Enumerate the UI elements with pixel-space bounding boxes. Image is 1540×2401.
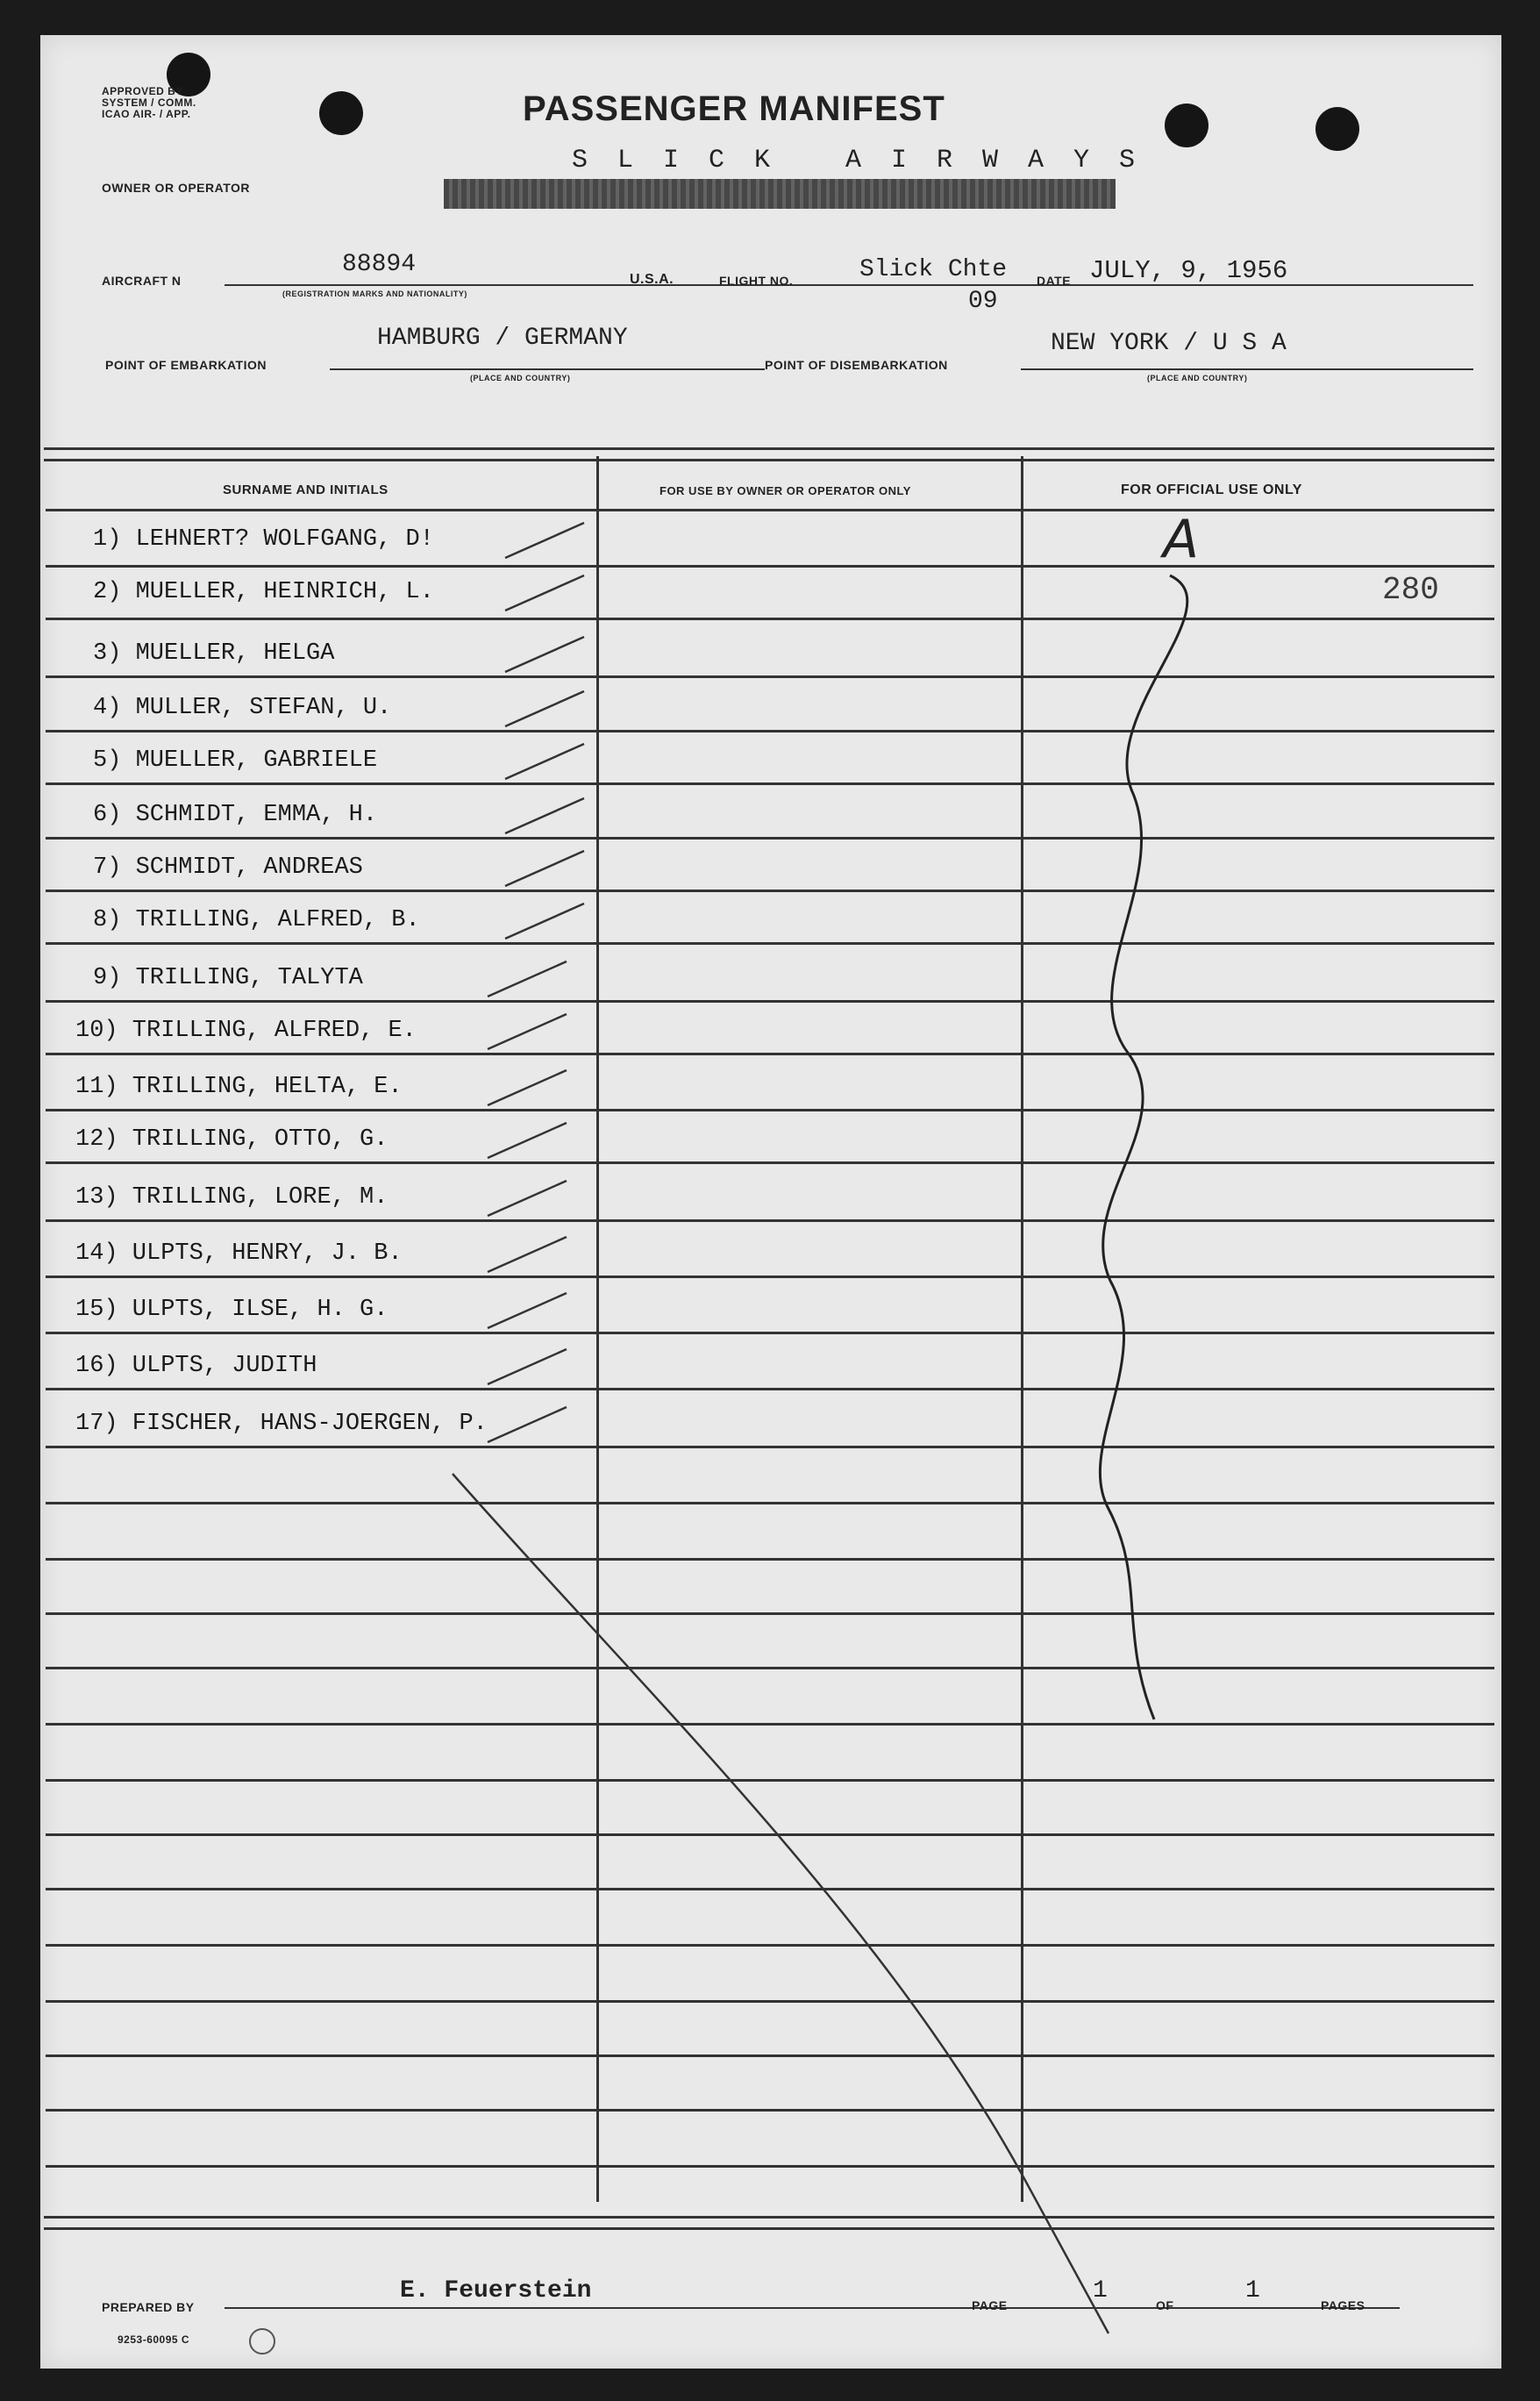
manifest-sheet	[40, 35, 1501, 2369]
of-label: OF	[1156, 2298, 1174, 2312]
flight-label: FLIGHT NO.	[719, 274, 794, 288]
page-number: 1	[1093, 2277, 1108, 2305]
check-mark	[505, 904, 584, 939]
check-mark	[488, 1293, 567, 1328]
table-bottom-rule	[44, 2216, 1494, 2230]
footer-line	[225, 2307, 1400, 2309]
embarkation-label: POINT OF EMBARKATION	[105, 358, 267, 372]
check-mark	[488, 1349, 567, 1384]
prepared-by-value: E. Feuerstein	[400, 2277, 592, 2305]
passenger-row: 6) SCHMIDT, EMMA, H.	[93, 802, 378, 828]
column-header-owner: FOR USE BY OWNER OR OPERATOR ONLY	[659, 484, 911, 497]
column-header-official: FOR OFFICIAL USE ONLY	[1121, 482, 1302, 497]
passenger-row: 15) ULPTS, ILSE, H. G.	[75, 1297, 389, 1323]
approval-note: APPROVED BY SYSTEM / COMM. ICAO AIR- / APP.	[102, 85, 196, 120]
disembarkation-label: POINT OF DISEMBARKATION	[765, 358, 948, 372]
date-value: JULY, 9, 1956	[1089, 256, 1288, 285]
gpo-seal-icon	[249, 2328, 275, 2355]
passenger-row: 7) SCHMIDT, ANDREAS	[93, 854, 363, 881]
flight-number-sub: 09	[968, 288, 998, 315]
page-title: PASSENGER MANIFEST	[523, 89, 945, 128]
passenger-row: 3) MUELLER, HELGA	[93, 640, 335, 667]
check-mark	[488, 1181, 567, 1216]
registration-caption: (REGISTRATION MARKS AND NATIONALITY)	[282, 289, 467, 298]
passenger-row: 9) TRILLING, TALYTA	[93, 965, 363, 991]
passenger-row: 13) TRILLING, LORE, M.	[75, 1184, 389, 1211]
cross-out-line	[453, 1474, 1109, 2333]
wavy-ditto-line	[1100, 575, 1187, 1719]
check-mark	[488, 1237, 567, 1272]
disembarkation-caption: (PLACE AND COUNTRY)	[1147, 374, 1248, 382]
prepared-by-label: PREPARED BY	[102, 2300, 195, 2314]
pages-label: PAGES	[1321, 2298, 1365, 2312]
check-marks	[488, 523, 584, 1442]
disembarkation-value: NEW YORK / U S A	[1051, 330, 1287, 357]
aircraft-label: AIRCRAFT N	[102, 274, 182, 288]
owner-label: OWNER OR OPERATOR	[102, 181, 250, 195]
page-label: PAGE	[972, 2298, 1008, 2312]
passenger-row: 10) TRILLING, ALFRED, E.	[75, 1018, 417, 1044]
passenger-row: 16) ULPTS, JUDITH	[75, 1353, 317, 1379]
check-mark	[488, 1123, 567, 1158]
check-mark	[488, 1407, 567, 1442]
check-mark	[505, 523, 584, 558]
flight-number: Slick Chte	[859, 256, 1008, 283]
embarkation-value: HAMBURG / GERMANY	[377, 325, 628, 352]
embarkation-caption: (PLACE AND COUNTRY)	[470, 374, 571, 382]
check-mark	[505, 691, 584, 726]
official-mark-letter: A	[1163, 509, 1200, 570]
check-mark	[505, 744, 584, 779]
check-mark	[505, 851, 584, 886]
passenger-row: 4) MULLER, STEFAN, U.	[93, 695, 392, 721]
check-mark	[505, 575, 584, 611]
check-mark	[488, 1070, 567, 1105]
passenger-row: 14) ULPTS, HENRY, J. B.	[75, 1240, 403, 1267]
passenger-row: 1) LEHNERT? WOLFGANG, D!	[93, 526, 434, 553]
passenger-row: 8) TRILLING, ALFRED, B.	[93, 907, 420, 933]
usa-label: U.S.A.	[630, 272, 674, 287]
passenger-row: 11) TRILLING, HELTA, E.	[75, 1074, 403, 1100]
check-mark	[488, 1014, 567, 1049]
check-mark	[505, 798, 584, 833]
pages-total: 1	[1245, 2277, 1260, 2305]
official-mark-number: 280	[1382, 572, 1439, 608]
passenger-row: 17) FISCHER, HANS-JOERGEN, P.	[75, 1411, 488, 1437]
aircraft-number: 88894	[342, 251, 417, 278]
date-label: DATE	[1037, 274, 1072, 288]
handwritten-marks	[40, 35, 1501, 2369]
operator-name: SLICK AIRWAYS	[572, 146, 1166, 175]
check-mark	[505, 637, 584, 672]
check-mark	[488, 961, 567, 997]
passenger-row: 12) TRILLING, OTTO, G.	[75, 1126, 389, 1153]
column-header-name: SURNAME AND INITIALS	[223, 482, 389, 497]
passenger-row: 2) MUELLER, HEINRICH, L.	[93, 579, 434, 605]
passenger-row: 5) MUELLER, GABRIELE	[93, 747, 378, 774]
form-number: 9253-60095 C	[118, 2333, 190, 2346]
